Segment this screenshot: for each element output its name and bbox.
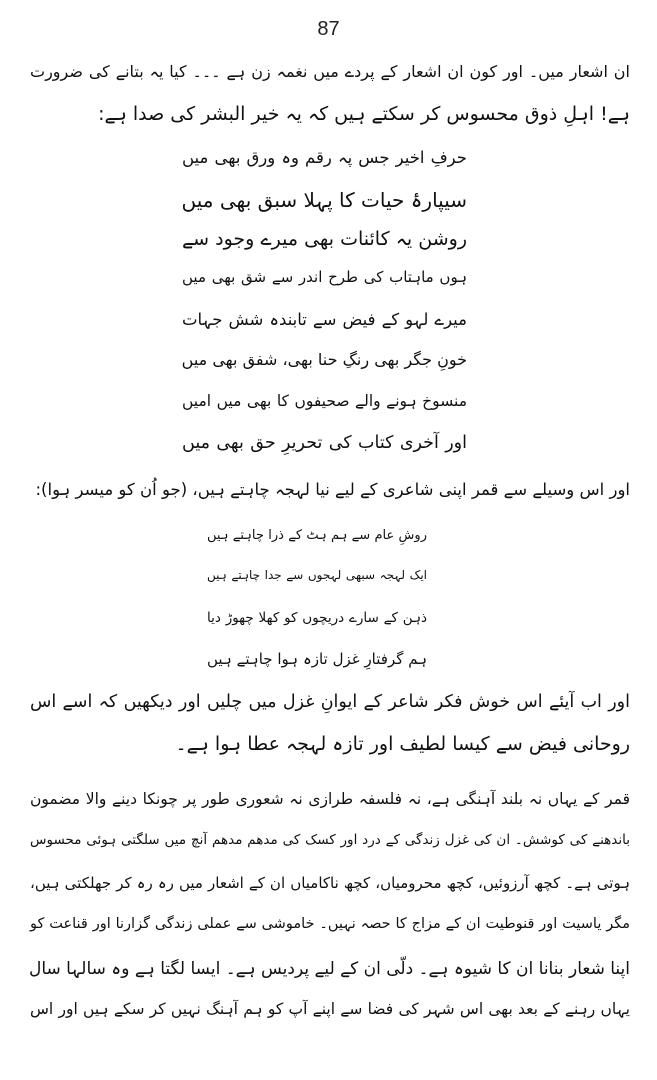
paragraph-line: قمر کے یہاں نہ بلند آہنگی ہے، نہ فلسفہ طرازی نہ شعوری طور پر چونکا دینے والا مضمون [30,790,630,808]
poem-verse: روشن یہ کائنات بھی میرے وجود سے [182,228,467,250]
page-number: 87 [317,18,340,40]
poem-verse: ہوں ماہتاب کی طرح اندر سے شق بھی میں [182,268,467,286]
poem-verse: روشِ عام سے ہم ہٹ کے ذرا چاہتے ہیں [207,528,427,543]
paragraph-line: مگر یاسیت اور قنوطیت ان کے مزاج کا حصہ نہیں۔ خاموشی سے عملی زندگی گزارنا اور قناعت کو [30,916,630,932]
paragraph-line: یہاں رہنے کے بعد بھی اس شہر کی فضا سے اپنے آپ کو ہم آہنگ نہیں کر سکے ہیں اور اس [30,1000,630,1018]
poem-verse: ہم گرفتارِ غزل تازہ ہوا چاہتے ہیں [207,650,427,668]
poem-verse: منسوخ ہونے والے صحیفوں کا بھی میں امیں [182,392,467,410]
poem-verse: ایک لہجہ سبھی لہجوں سے جدا چاہتے ہیں [207,568,427,582]
poem-verse: میرے لہو کے فیض سے تابندہ شش جہات [182,310,467,329]
bridge-line: اور اس وسیلے سے قمر اپنی شاعری کے لیے نیا لہجہ چاہتے ہیں، (جو اُن کو میسر ہوا): [35,480,630,499]
paragraph-line: ہوتی ہے۔ کچھ آرزوئیں، کچھ محرومیاں، کچھ ناکامیاں ان کے اشعار میں رہ رہ کر جھلکتی ہیں، [30,874,630,892]
paragraph-line: اپنا شعار بنانا ان کا شیوہ ہے۔ دلّی ان کے لیے پردیس ہے۔ ایسا لگتا ہے وہ سالہا سال [28,959,630,979]
paragraph-line: روحانی فیض سے کیسا لطیف اور تازہ لہجہ عطا ہوا ہے۔ [175,733,630,755]
poem-verse: خونِ جگر بھی رنگِ حنا بھی، شفق بھی میں [181,350,467,369]
poem-verse: سیپارۂ حیات کا پہلا سبق بھی میں [181,188,467,212]
paragraph-line: اور اب آیئے اس خوش فکر شاعر کے ایوانِ غزل میں چلیں اور دیکھیں کہ اسے اس [30,692,630,712]
intro-line: ہے! اہلِ ذوق محسوس کر سکتے ہیں کہ یہ خیر البشر کی صدا ہے: [98,103,630,125]
intro-line: ان اشعار میں۔ اور کون ان اشعار کے پردے میں نغمہ زن ہے ۔۔۔ کیا یہ بتانے کی ضرورت [30,62,630,81]
paragraph-line: باندھنے کی کوشش۔ ان کی غزل زندگی کے درد اور کسک کی مدھم مدھم آنچ میں سلگتی ہوئی محسوس [30,832,630,848]
poem-verse: ذہن کے سارے دریچوں کو کھلا چھوڑ دیا [207,610,427,626]
poem-verse: حرفِ اخیر جس پہ رقم وہ ورق بھی میں [182,148,467,167]
poem-verse: اور آخری کتاب کی تحریرِ حق بھی میں [182,433,467,453]
